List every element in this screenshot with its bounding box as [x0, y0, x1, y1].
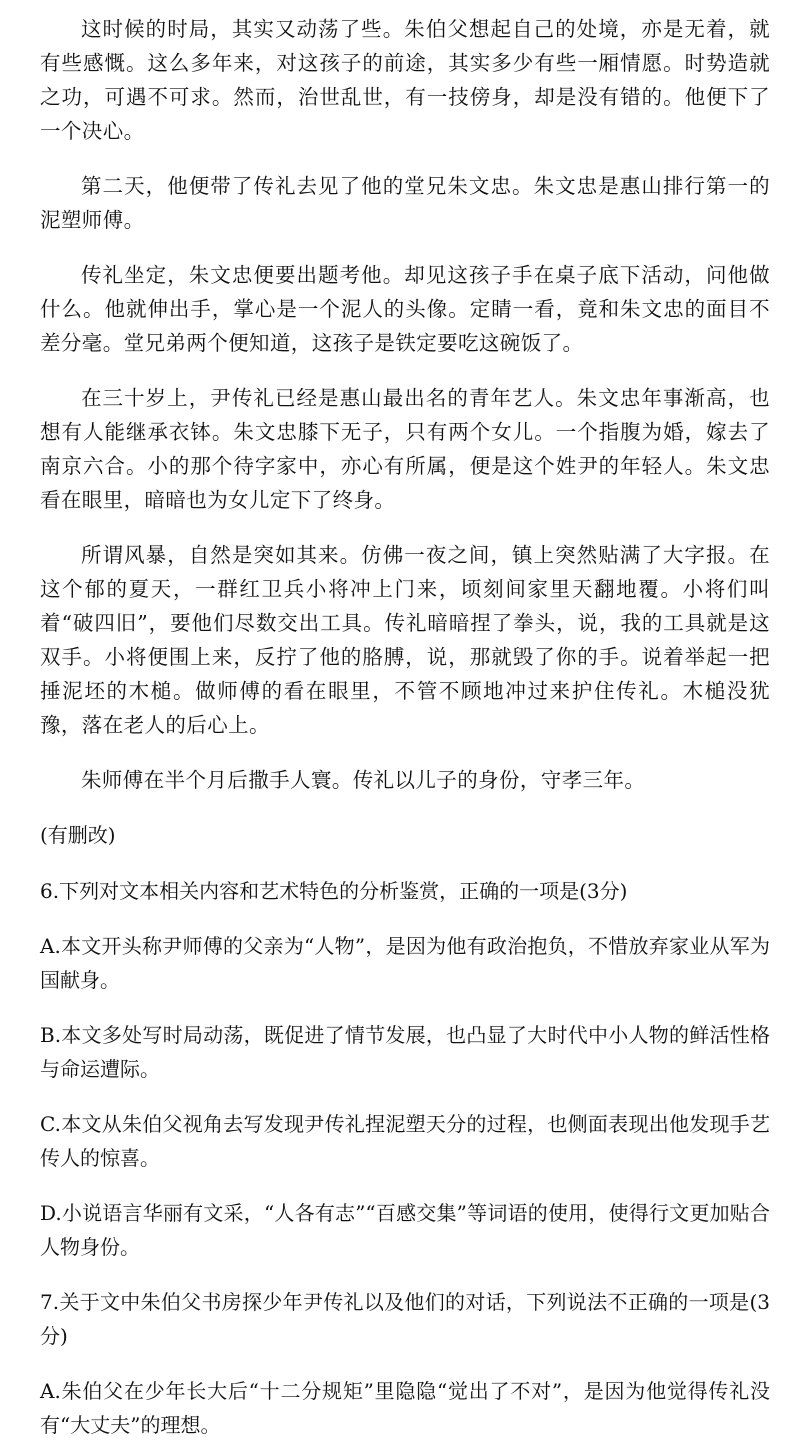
passage-paragraph-5: 所谓风暴，自然是突如其来。仿佛一夜之间，镇上突然贴满了大字报。在这个郁的夏天，一群红卫兵小将冲上门来，顷刻间家里天翻地覆。小将们叫着“破四旧”，要他们尽数交出工具。传礼暗暗捏了拳头，说，我的工具就是这双手。小将便围上来，反拧了他的胳膊，说，那就毁了你的手。说着举起一把捶泥坯的木槌。做师傅的看在眼里，不管不顾地冲过来护住传礼。木槌没犹豫，落在老人的后心上。: [40, 543, 770, 737]
question-7-option-a: A.朱伯父在少年长大后“十二分规矩”里隐隐“觉出了不对”，是因为他觉得传礼没有“大丈夫”的理想。: [40, 1379, 770, 1437]
passage-paragraph-1: 这时候的时局，其实又动荡了些。朱伯父想起自己的处境，亦是无着，就有些感慨。这么多年来，对这孩子的前途，其实多少有些一厢情愿。时势造就之功，可遇不可求。然而，治世乱世，有一技傍身，却是没有错的。他便下了一个决心。: [40, 17, 770, 143]
question-7: [40, 1285, 770, 1442]
question-6: [40, 874, 770, 1264]
question-6-stem: 6.下列对文本相关内容和艺术特色的分析鉴赏，正确的一项是(3分): [40, 879, 628, 903]
passage-paragraph-2: 第二天，他便带了传礼去见了他的堂兄朱文忠。朱文忠是惠山排行第一的泥塑师傅。: [40, 174, 770, 232]
question-7-stem: 7.关于文中朱伯父书房探少年尹传礼以及他们的对话，下列说法不正确的一项是(3分): [40, 1290, 770, 1348]
question-6-option-c: C.本文从朱伯父视角去写发现尹传礼捏泥塑天分的过程，也侧面表现出他发现手艺传人的惊喜。: [40, 1112, 770, 1170]
question-6-option-b: B.本文多处写时局动荡，既促进了情节发展，也凸显了大时代中小人物的鲜活性格与命运遭际。: [40, 1023, 770, 1081]
question-6-option-d: D.小说语言华丽有文采，“人各有志”“百感交集”等词语的使用，使得行文更加贴合人物身份。: [40, 1201, 770, 1259]
question-6-option-a: A.本文开头称尹师傅的父亲为“人物”，是因为他有政治抱负，不惜放弃家业从军为国献身。: [40, 934, 770, 992]
edit-note: (有删改): [40, 823, 116, 847]
passage-paragraph-3: 传礼坐定，朱文忠便要出题考他。却见这孩子手在桌子底下活动，问他做什么。他就伸出手，掌心是一个泥人的头像。定睛一看，竟和朱文忠的面目不差分毫。堂兄弟两个便知道，这孩子是铁定要吃这碗饭了。: [40, 263, 770, 355]
passage-paragraph-4: 在三十岁上，尹传礼已经是惠山最出名的青年艺人。朱文忠年事渐高，也想有人能继承衣钵。朱文忠膝下无子，只有两个女儿。一个指腹为婚，嫁去了南京六合。小的那个待字家中，亦心有所属，便是这个姓尹的年轻人。朱文忠看在眼里，暗暗也为女儿定下了终身。: [40, 386, 770, 512]
passage-paragraph-6: 朱师傅在半个月后撒手人寰。传礼以儿子的身份，守孝三年。: [81, 768, 646, 792]
